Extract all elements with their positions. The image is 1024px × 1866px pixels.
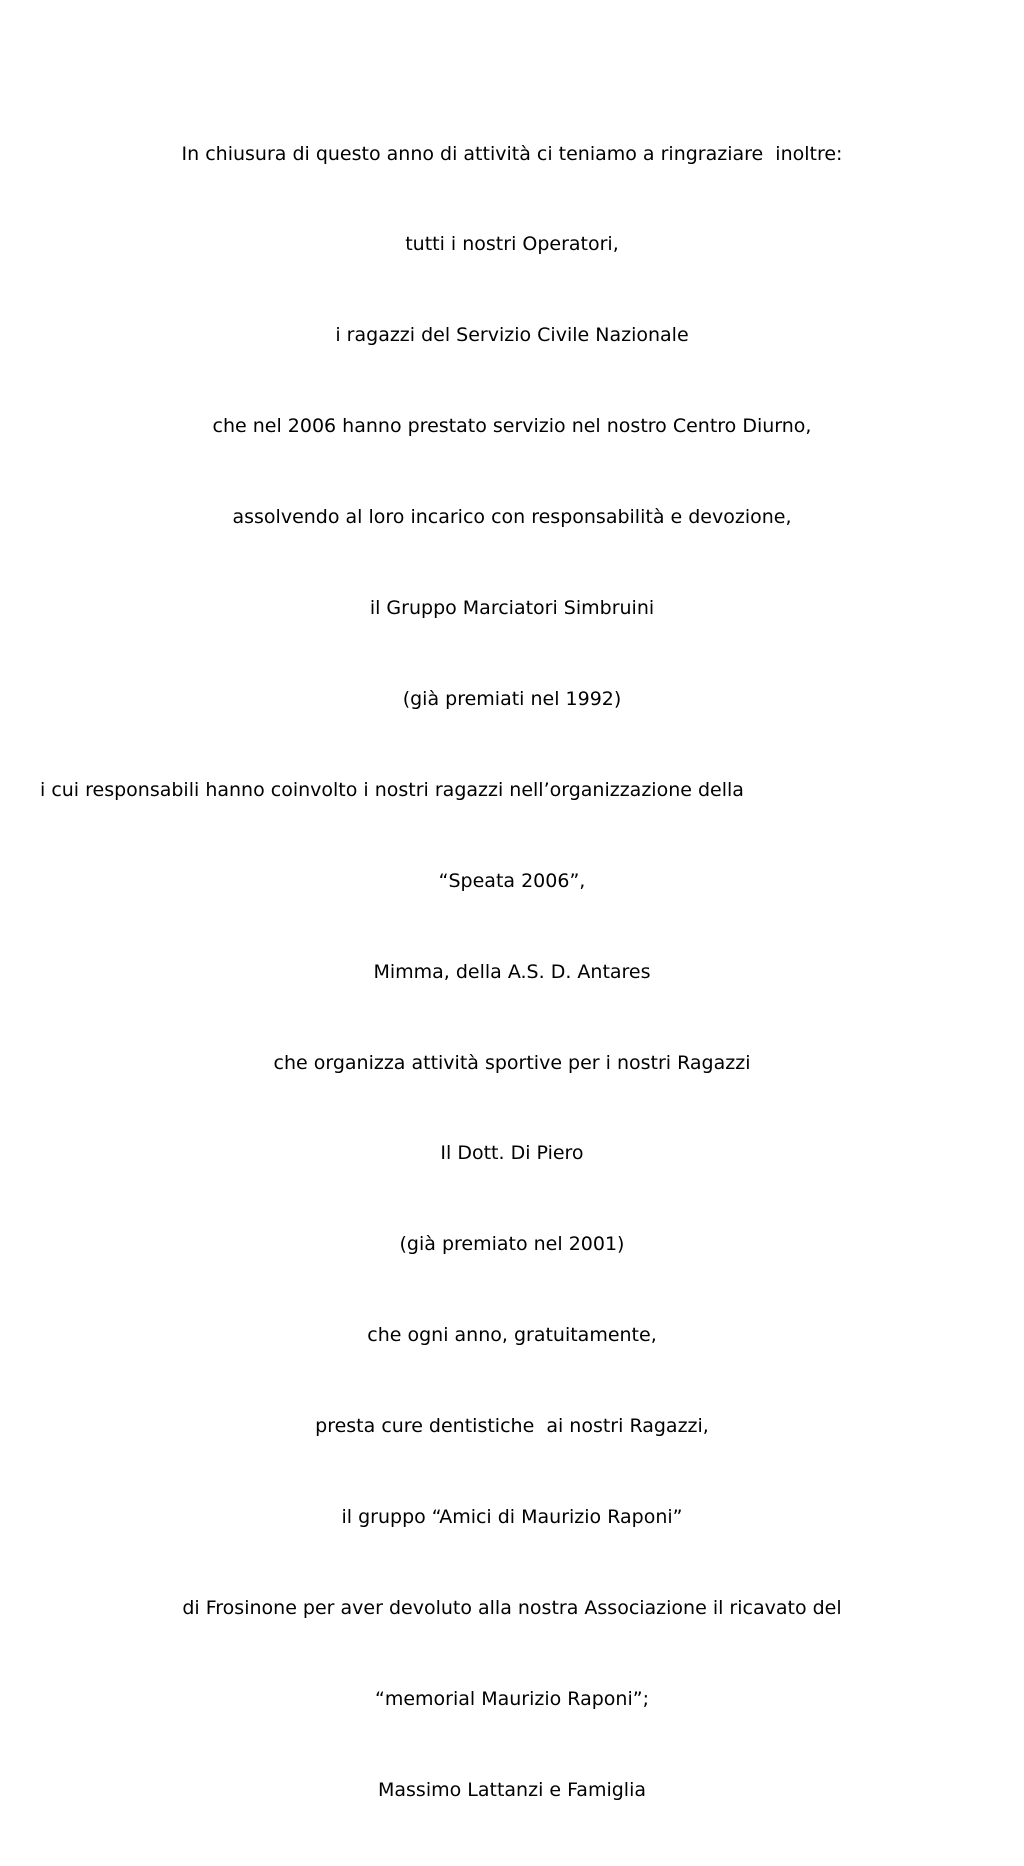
- text-line: tutti i nostri Operatori,: [405, 233, 619, 256]
- text-line: “Speata 2006”,: [438, 869, 586, 892]
- text-line: che nel 2006 hanno prestato servizio nel nostro Centro Diurno,: [212, 415, 812, 438]
- text-line: il gruppo “Amici di Maurizio Raponi”: [341, 1505, 683, 1528]
- text-line: assolvendo al loro incarico con responsabilità e devozione,: [232, 506, 792, 529]
- text-line: “memorial Maurizio Raponi”;: [375, 1687, 649, 1710]
- text-line: presta cure dentistiche ai nostri Ragazzi,: [315, 1415, 709, 1438]
- text-line: Massimo Lattanzi e Famiglia: [378, 1778, 646, 1801]
- acknowledgements-text: [0, 78, 1024, 1866]
- text-line: In chiusura di questo anno di attività ci teniamo a ringraziare inoltre:: [181, 142, 843, 165]
- text-line: i cui responsabili hanno coinvolto i nostri ragazzi nell’organizzazione della: [40, 778, 744, 801]
- text-line: Mimma, della A.S. D. Antares: [373, 960, 651, 983]
- text-line: i ragazzi del Servizio Civile Nazionale: [335, 324, 689, 347]
- text-line: (già premiati nel 1992): [402, 687, 622, 710]
- text-line: (già premiato nel 2001): [399, 1233, 625, 1256]
- text-line: Il Dott. Di Piero: [440, 1142, 584, 1165]
- text-line: che ogni anno, gratuitamente,: [367, 1324, 657, 1347]
- text-line: che organizza attività sportive per i nostri Ragazzi: [273, 1051, 751, 1074]
- text-line: di Frosinone per aver devoluto alla nostra Associazione il ricavato del: [182, 1596, 842, 1619]
- text-line: il Gruppo Marciatori Simbruini: [369, 597, 655, 620]
